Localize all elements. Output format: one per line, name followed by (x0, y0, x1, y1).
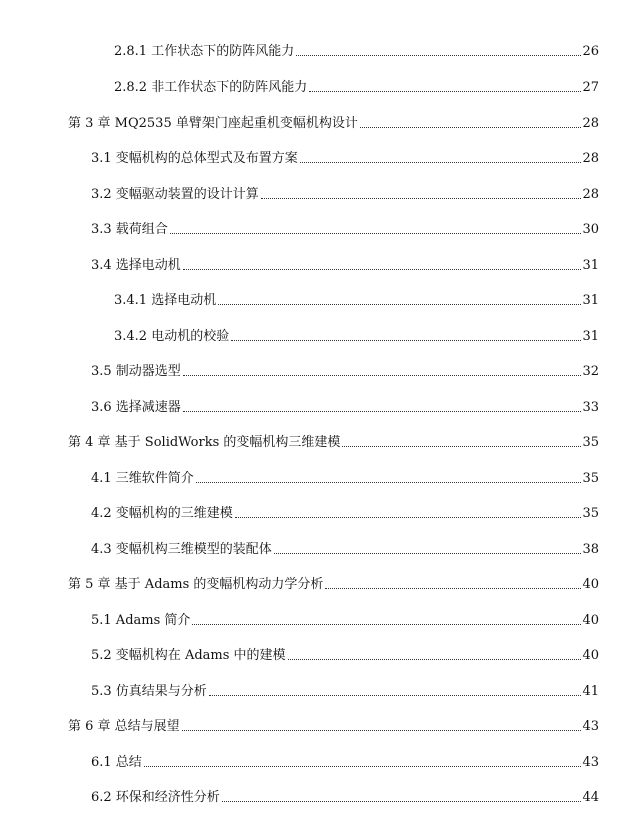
toc-entry-page: 30 (582, 222, 599, 237)
toc-entry[interactable] (0, 289, 599, 309)
toc-entry-page: 26 (582, 44, 599, 59)
toc-entry[interactable] (0, 254, 599, 274)
toc-entry[interactable] (0, 467, 599, 487)
toc-entry-page: 31 (582, 293, 599, 308)
toc-entry-page: 44 (582, 790, 599, 805)
toc-entry-title: 6.2 环保和经济性分析 (91, 790, 220, 805)
toc-leader-dots (170, 233, 582, 234)
toc-entry-page: 32 (582, 364, 599, 379)
toc-entry-title: 6.1 总结 (91, 755, 142, 770)
toc-entry-page: 41 (582, 684, 599, 699)
toc-entry[interactable] (0, 502, 599, 522)
toc-entry-title: 第 4 章 基于 SolidWorks 的变幅机构三维建模 (68, 435, 341, 450)
toc-leader-dots (183, 375, 582, 376)
toc-entry-title: 5.1 Adams 简介 (91, 613, 191, 628)
toc-entry[interactable] (0, 147, 599, 167)
toc-entry-page: 31 (582, 329, 599, 344)
toc-entry-title: 4.1 三维软件简介 (91, 471, 194, 486)
toc-entry-page: 35 (582, 435, 599, 450)
toc-entry-title: 5.2 变幅机构在 Adams 中的建模 (91, 648, 286, 663)
toc-leader-dots (192, 624, 581, 625)
toc-entry-title: 3.3 载荷组合 (91, 222, 168, 237)
toc-leader-dots (218, 304, 581, 305)
toc-entry-title: 5.3 仿真结果与分析 (91, 684, 207, 699)
toc-entry-title: 第 3 章 MQ2535 单臂架门座起重机变幅机构设计 (68, 116, 358, 131)
toc-entry[interactable] (0, 325, 599, 345)
toc-entry-title: 3.4 选择电动机 (91, 258, 181, 273)
toc-entry[interactable] (0, 218, 599, 238)
toc-leader-dots (261, 198, 582, 199)
toc-entry-page: 43 (582, 755, 599, 770)
toc-entry-page: 43 (582, 719, 599, 734)
toc-entry[interactable] (0, 183, 599, 203)
toc-entry-title: 第 6 章 总结与展望 (68, 719, 180, 734)
toc-entry[interactable] (0, 396, 599, 416)
toc-entry-title: 3.4.2 电动机的校验 (114, 329, 230, 344)
toc-entry[interactable] (0, 76, 599, 96)
toc-entry-title: 3.5 制动器选型 (91, 364, 181, 379)
toc-leader-dots (231, 340, 581, 341)
toc-leader-dots (196, 482, 582, 483)
toc-entry-page: 35 (582, 471, 599, 486)
toc-leader-dots (296, 55, 581, 56)
toc-entry-title: 4.2 变幅机构的三维建模 (91, 506, 233, 521)
toc-entry-title: 3.1 变幅机构的总体型式及布置方案 (91, 151, 298, 166)
toc-leader-dots (144, 766, 582, 767)
toc-leader-dots (235, 517, 582, 518)
toc-leader-dots (183, 411, 582, 412)
toc-entry-page: 28 (582, 187, 599, 202)
toc-entry-page: 31 (582, 258, 599, 273)
toc-entry-page: 40 (582, 648, 599, 663)
toc-leader-dots (342, 446, 581, 447)
toc-entry-page: 28 (582, 116, 599, 131)
toc-entry[interactable] (0, 112, 599, 132)
toc-entry-title: 第 5 章 基于 Adams 的变幅机构动力学分析 (68, 577, 324, 592)
toc-entry[interactable] (0, 644, 599, 664)
toc-entry[interactable] (0, 431, 599, 451)
toc-leader-dots (182, 730, 582, 731)
toc-entry[interactable] (0, 680, 599, 700)
toc-entry-title: 3.4.1 选择电动机 (114, 293, 217, 308)
toc-entry[interactable] (0, 573, 599, 593)
toc-leader-dots (288, 659, 582, 660)
toc-leader-dots (209, 695, 582, 696)
toc-entry[interactable] (0, 40, 599, 60)
toc-leader-dots (222, 801, 582, 802)
toc-entry-title: 2.8.1 工作状态下的防阵风能力 (114, 44, 295, 59)
toc-entry[interactable] (0, 751, 599, 771)
toc-leader-dots (309, 91, 581, 92)
toc-entry-title: 4.3 变幅机构三维模型的装配体 (91, 542, 272, 557)
toc-leader-dots (325, 588, 581, 589)
toc-entry-page: 38 (582, 542, 599, 557)
toc-entry-title: 2.8.2 非工作状态下的防阵风能力 (114, 80, 308, 95)
toc-entry[interactable] (0, 538, 599, 558)
toc-entry-page: 27 (582, 80, 599, 95)
toc-entry-title: 3.2 变幅驱动装置的设计计算 (91, 187, 259, 202)
toc-entry[interactable] (0, 715, 599, 735)
toc-entry[interactable] (0, 609, 599, 629)
toc-entry[interactable] (0, 786, 599, 806)
toc-entry-page: 35 (582, 506, 599, 521)
toc-leader-dots (360, 127, 582, 128)
toc-entry-page: 28 (582, 151, 599, 166)
toc-entry-page: 40 (582, 613, 599, 628)
toc-leader-dots (274, 553, 582, 554)
toc-entry-page: 33 (582, 400, 599, 415)
toc-leader-dots (300, 162, 582, 163)
toc-leader-dots (183, 269, 582, 270)
toc-entry[interactable] (0, 360, 599, 380)
toc-entry-page: 40 (582, 577, 599, 592)
toc-entry-title: 3.6 选择减速器 (91, 400, 181, 415)
